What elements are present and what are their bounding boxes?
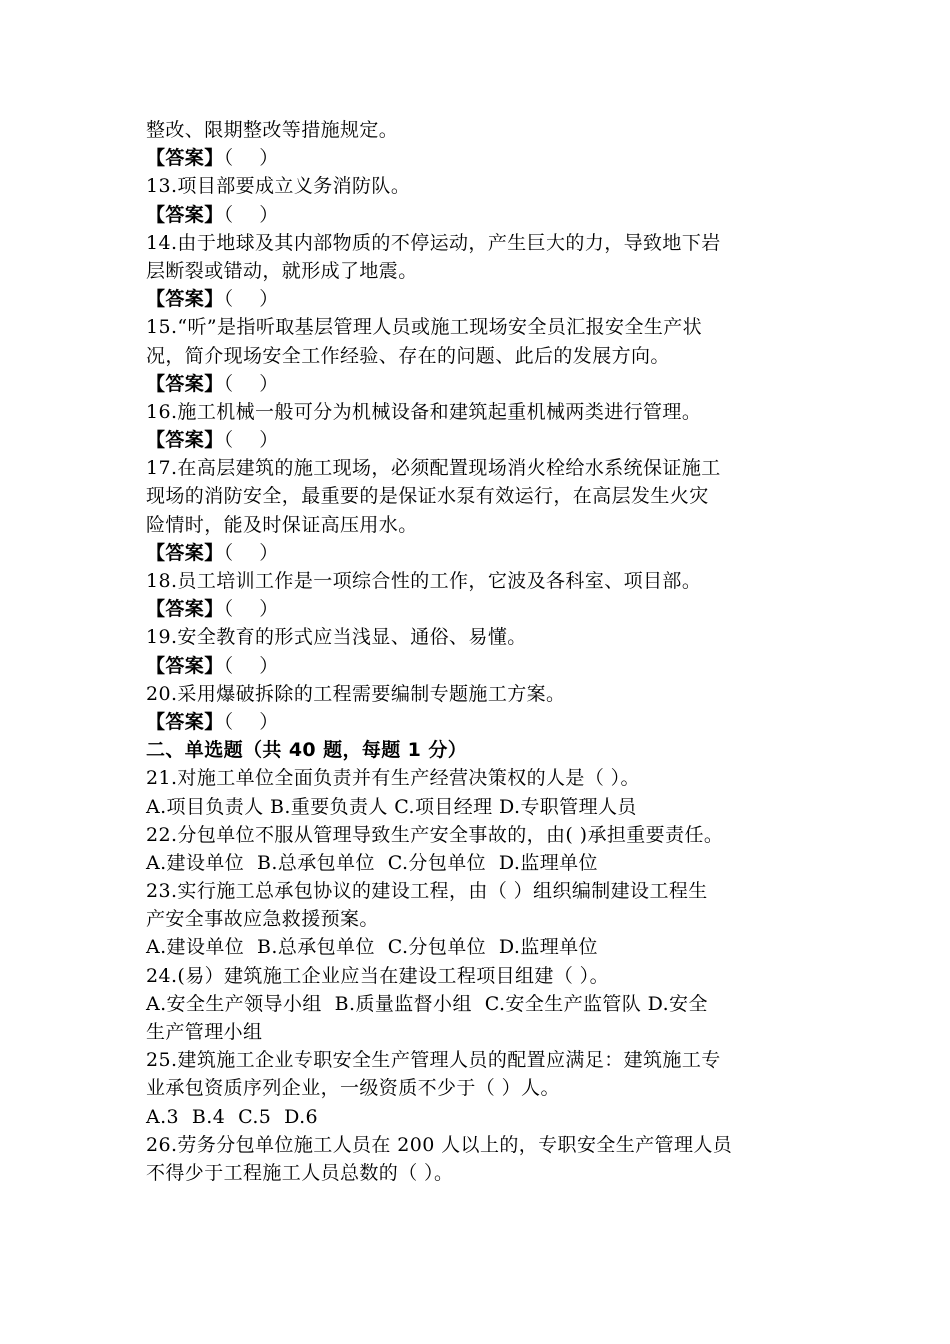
answer-label: 【答案】 [146, 598, 224, 621]
text-line: 19.安全教育的形式应当浅显、通俗、易懂。 [146, 626, 527, 649]
text-line: 整改、限期整改等措施规定。 [146, 119, 399, 141]
text-line: 13.项目部要成立义务消防队。 [146, 175, 411, 198]
text-line: A.项目负责人 B.重要负责人 C.项目经理 D.专职管理人员 [146, 795, 637, 818]
text-line: 17.在高层建筑的施工现场，必须配置现场消火栓给水系统保证施工 [146, 457, 721, 480]
answer-blank: （ ） [223, 372, 279, 395]
answer-label: 【答案】 [146, 654, 224, 677]
text-line: 26.劳务分包单位施工人员在 200 人以上的，专职安全生产管理人员 [146, 1133, 733, 1156]
text-line: 14.由于地球及其内部物质的不停运动，产生巨大的力，导致地下岩 [146, 231, 721, 254]
text-line: 层断裂或错动，就形成了地震。 [146, 259, 418, 282]
answer-blank: （ ） [223, 203, 279, 226]
answer-line [146, 285, 810, 313]
answer-blank: （ ） [223, 598, 279, 621]
answer-blank: （ ） [223, 541, 279, 564]
answer-label: 【答案】 [146, 710, 224, 733]
answer-line [146, 201, 810, 229]
section-heading: 二、单选题（共 40 题，每题 1 分） [146, 739, 468, 762]
answer-line [146, 144, 810, 172]
answer-line [146, 426, 810, 454]
text-line: 18.员工培训工作是一项综合性的工作，它波及各科室、项目部。 [146, 570, 702, 592]
answer-label: 【答案】 [146, 147, 224, 170]
answer-blank: （ ） [223, 429, 279, 452]
text-line: A.3 B.4 C.5 D.6 [146, 1105, 319, 1128]
text-line: A.建设单位 B.总承包单位 C.分包单位 D.监理单位 [146, 851, 598, 874]
answer-line [146, 652, 810, 680]
answer-blank: （ ） [223, 710, 279, 733]
answer-blank: （ ） [223, 288, 279, 311]
text-line: 业承包资质序列企业，一级资质不少于（ ）人。 [146, 1077, 560, 1100]
text-line: 产安全事故应急救援预案。 [146, 908, 379, 931]
text-line: 20.采用爆破拆除的工程需要编制专题施工方案。 [146, 682, 566, 705]
text-line: 16.施工机械一般可分为机械设备和建筑起重机械两类进行管理。 [146, 400, 702, 423]
text-line: A.建设单位 B.总承包单位 C.分包单位 D.监理单位 [146, 936, 598, 959]
answer-label: 【答案】 [146, 541, 224, 564]
text-line: 15.“听”是指听取基层管理人员或施工现场安全员汇报安全生产状 [146, 316, 703, 339]
text-line: 险情时，能及时保证高压用水。 [146, 513, 418, 536]
answer-line [146, 370, 810, 398]
text-line: 25.建筑施工企业专职安全生产管理人员的配置应满足：建筑施工专 [146, 1049, 721, 1072]
text-line: A.安全生产领导小组 B.质量监督小组 C.安全生产监管队 D.安全 [146, 992, 708, 1015]
answer-label: 【答案】 [146, 372, 224, 395]
answer-label: 【答案】 [146, 288, 224, 311]
answer-label: 【答案】 [146, 203, 224, 226]
text-line: 21.对施工单位全面负责并有生产经营决策权的人是（ ）。 [146, 767, 640, 790]
text-line: 22.分包单位不服从管理导致生产安全事故的，由( )承担重要责任。 [146, 823, 724, 846]
text-line: 不得少于工程施工人员总数的（ ）。 [146, 1161, 454, 1184]
text-line: 况，简介现场安全工作经验、存在的问题、此后的发展方向。 [146, 344, 670, 367]
answer-line [146, 595, 810, 623]
question-list [146, 116, 810, 1187]
text-line: 24.(易）建筑施工企业应当在建设工程项目组建（ ）。 [146, 964, 609, 987]
text-line: 现场的消防安全，最重要的是保证水泵有效运行，在高层发生火灾 [146, 485, 709, 508]
answer-blank: （ ） [223, 654, 279, 677]
answer-blank: （ ） [223, 147, 279, 170]
answer-line [146, 539, 810, 567]
answer-label: 【答案】 [146, 429, 224, 452]
answer-line [146, 708, 810, 736]
text-line: 23.实行施工总承包协议的建设工程，由（ ）组织编制建设工程生 [146, 880, 708, 903]
text-line: 生产管理小组 [146, 1021, 263, 1043]
